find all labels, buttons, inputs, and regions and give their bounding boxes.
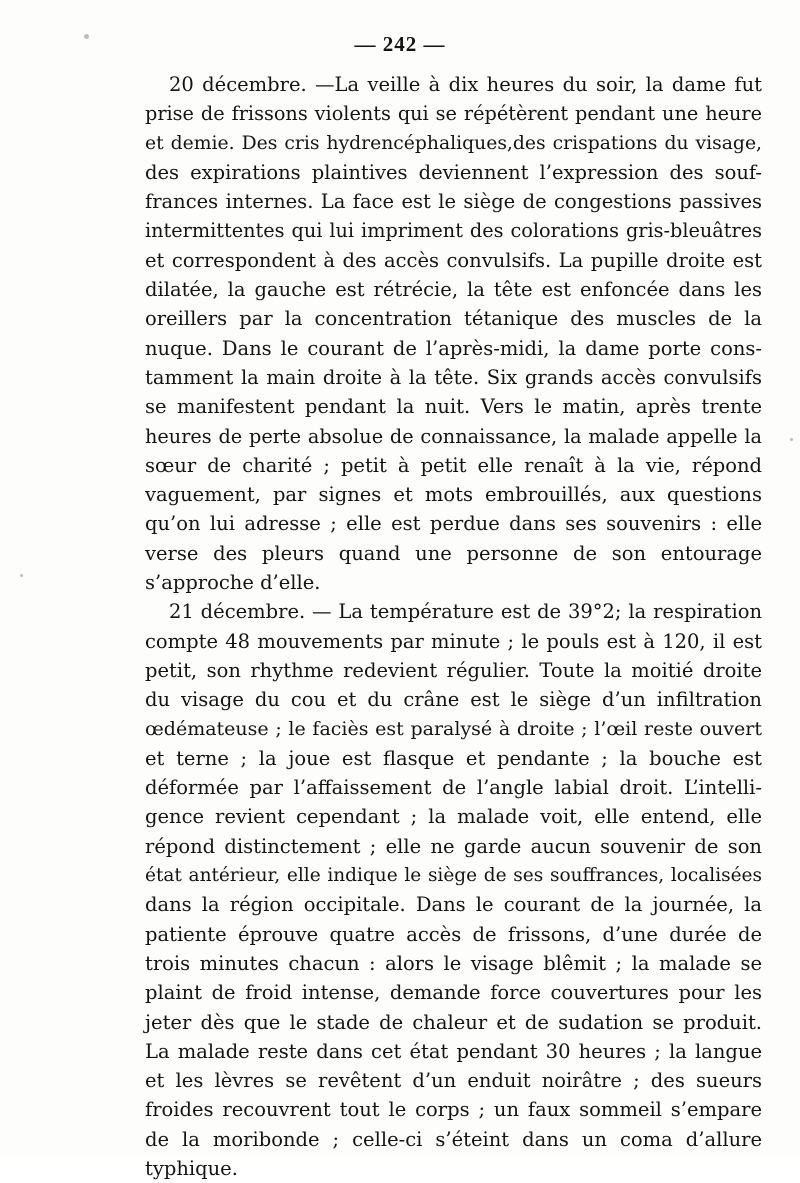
text-line: sœur de charité ; petit à petit elle renaît à la vie, répond <box>145 453 762 477</box>
text-line: petit, son rhythme redevient régulier. Toute la moitié droite <box>145 658 762 682</box>
text-line: et terne ; la joue est flasque et pendante ; la bouche est <box>145 746 762 770</box>
text-line: état antérieur, elle indique le siège de ses souffrances, localisées <box>145 865 762 887</box>
text-line: oreillers par la concentration tétanique des muscles de la <box>145 307 762 331</box>
text-line: vaguement, par signes et mots embrouillés, aux questions <box>145 483 762 507</box>
text-line: trois minutes chacun : alors le visage blêmit ; la malade se <box>145 951 762 975</box>
text-line: s’approche d’elle. <box>145 571 321 595</box>
text-line: froides recouvrent tout le corps ; un faux sommeil s’empare <box>145 1098 762 1122</box>
text-line: patiente éprouve quatre accès de frissons, d’une durée de <box>145 922 762 946</box>
text-line: dans la région occipitale. Dans le courant de la journée, la <box>145 893 762 917</box>
text-line: La malade reste dans cet état pendant 30 heures ; la langue <box>145 1039 762 1063</box>
text-line: tamment la main droite à la tête. Six grands accès convulsifs <box>145 365 762 389</box>
text-line: verse des pleurs quand une personne de son entourage <box>145 541 762 565</box>
text-line: répond distinctement ; elle ne garde aucun souvenir de son <box>145 834 762 858</box>
text-line: de la moribonde ; celle-ci s’éteint dans un coma d’allure <box>145 1127 762 1151</box>
text-line: dilatée, la gauche est rétrécie, la tête est enfoncée dans les <box>145 278 762 302</box>
page-number: — 242 — <box>354 32 446 56</box>
text-line: œdémateuse ; le faciès est paralysé à droite ; l’œil reste ouvert <box>145 717 762 740</box>
text-line: 21 décembre. — La température est de 39°2; la respiration <box>169 600 762 624</box>
text-line: déformée par l’affaissement de l’angle labial droit. L’intelli- <box>145 776 762 800</box>
text-line: se manifestent pendant la nuit. Vers le matin, après trente <box>145 395 762 419</box>
text-line: et les lèvres se revêtent d’un enduit noirâtre ; des sueurs <box>145 1069 762 1093</box>
text-line: et demie. Des cris hydrencéphaliques,des crispations du visage, <box>145 132 762 154</box>
text-line: jeter dès que le stade de chaleur et de sudation se produit. <box>145 1010 762 1034</box>
paragraph-dec-20 <box>145 70 762 597</box>
text-line: 20 décembre. —La veille à dix heures du soir, la dame fut <box>169 73 762 96</box>
text-line: plaint de froid intense, demande force couvertures pour les <box>145 981 762 1005</box>
paragraph-dec-21 <box>145 597 762 1183</box>
text-line: et correspondent à des accès convulsifs. La pupille droite est <box>145 248 762 272</box>
text-line: nuque. Dans le courant de l’après-midi, la dame porte cons- <box>145 336 762 360</box>
paper-speck <box>790 438 793 441</box>
text-line: du visage du cou et du crâne est le siège d’un infiltration <box>145 688 762 712</box>
text-line: gence revient cependant ; la malade voit, elle entend, elle <box>145 805 762 829</box>
text-line: qu’on lui adresse ; elle est perdue dans ses souvenirs : elle <box>145 512 762 536</box>
text-line: prise de frissons violents qui se répétèrent pendant une heure <box>145 102 762 126</box>
text-line: frances internes. La face est le siège de congestions passives <box>145 190 762 214</box>
text-line: intermittentes qui lui impriment des colorations gris-bleuâtres <box>145 219 762 243</box>
body-text <box>145 70 762 1183</box>
text-line: des expirations plaintives deviennent l’expression des souf- <box>145 160 762 184</box>
text-line: typhique. <box>145 1156 238 1180</box>
text-line: heures de perte absolue de connaissance, la malade appelle la <box>145 424 762 448</box>
text-line: compte 48 mouvements par minute ; le pouls est à 120, il est <box>145 629 762 653</box>
paper-speck <box>20 574 23 577</box>
